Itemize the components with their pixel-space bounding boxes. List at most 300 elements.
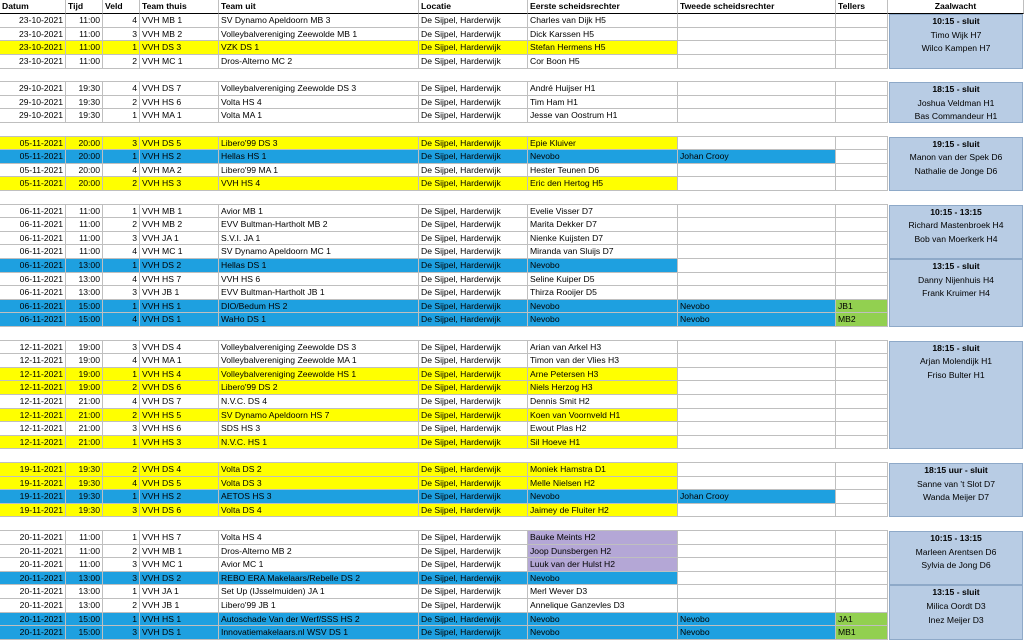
cell-tijd[interactable]: 15:00 xyxy=(66,613,103,627)
cell-veld[interactable]: 1 xyxy=(103,41,140,55)
cell-tijd[interactable]: 20:00 xyxy=(66,177,103,191)
cell-eerste-scheidsrechter[interactable]: Bauke Meints H2 xyxy=(528,531,678,545)
cell-locatie[interactable]: De Sijpel, Harderwijk xyxy=(419,273,528,287)
zaalwacht-block[interactable] xyxy=(889,585,1023,639)
cell-eerste-scheidsrechter[interactable]: Annelique Ganzevles D3 xyxy=(528,599,678,613)
cell-tijd[interactable]: 19:30 xyxy=(66,82,103,96)
cell-team-uit[interactable]: SDS HS 3 xyxy=(219,422,419,436)
cell-team-thuis[interactable]: VVH HS 1 xyxy=(140,300,219,314)
cell-locatie[interactable]: De Sijpel, Harderwijk xyxy=(419,232,528,246)
cell-team-uit[interactable]: Libero'99 DS 2 xyxy=(219,381,419,395)
cell-tellers[interactable] xyxy=(836,381,888,395)
cell-team-uit[interactable]: Volta DS 2 xyxy=(219,463,419,477)
cell-team-thuis[interactable]: VVH DS 4 xyxy=(140,341,219,355)
cell-team-uit[interactable]: Volta DS 4 xyxy=(219,504,419,518)
cell-locatie[interactable]: De Sijpel, Harderwijk xyxy=(419,572,528,586)
cell-tijd[interactable]: 11:00 xyxy=(66,218,103,232)
cell-veld[interactable]: 2 xyxy=(103,96,140,110)
cell-datum[interactable]: 05-11-2021 xyxy=(0,137,66,151)
cell-datum[interactable]: 23-10-2021 xyxy=(0,28,66,42)
cell-team-thuis[interactable]: VVH DS 6 xyxy=(140,504,219,518)
cell-datum[interactable]: 06-11-2021 xyxy=(0,218,66,232)
cell-tijd[interactable]: 11:00 xyxy=(66,41,103,55)
cell-team-thuis[interactable]: VVH DS 5 xyxy=(140,477,219,491)
cell-team-thuis[interactable]: VVH DS 7 xyxy=(140,82,219,96)
cell-tweede-scheidsrechter[interactable] xyxy=(678,177,836,191)
cell-team-uit[interactable]: Hellas HS 1 xyxy=(219,150,419,164)
cell-team-thuis[interactable]: VVH JB 1 xyxy=(140,286,219,300)
cell-team-uit[interactable]: EVV Bultman-Hartholt JB 1 xyxy=(219,286,419,300)
cell-tellers[interactable] xyxy=(836,504,888,518)
cell-locatie[interactable]: De Sijpel, Harderwijk xyxy=(419,422,528,436)
cell-veld[interactable]: 3 xyxy=(103,28,140,42)
cell-tellers[interactable] xyxy=(836,82,888,96)
cell-team-thuis[interactable]: VVH HS 2 xyxy=(140,490,219,504)
cell-tweede-scheidsrechter[interactable] xyxy=(678,286,836,300)
cell-datum[interactable]: 20-11-2021 xyxy=(0,558,66,572)
cell-team-thuis[interactable]: VVH MB 1 xyxy=(140,14,219,28)
cell-tweede-scheidsrechter[interactable] xyxy=(678,477,836,491)
cell-locatie[interactable]: De Sijpel, Harderwijk xyxy=(419,245,528,259)
cell-veld[interactable]: 2 xyxy=(103,599,140,613)
cell-tijd[interactable]: 20:00 xyxy=(66,150,103,164)
cell-eerste-scheidsrechter[interactable]: Koen van Voornveld H1 xyxy=(528,409,678,423)
cell-datum[interactable]: 29-10-2021 xyxy=(0,109,66,123)
cell-datum[interactable]: 20-11-2021 xyxy=(0,585,66,599)
cell-datum[interactable]: 05-11-2021 xyxy=(0,150,66,164)
zaalwacht-block[interactable] xyxy=(889,531,1023,585)
cell-locatie[interactable]: De Sijpel, Harderwijk xyxy=(419,259,528,273)
cell-datum[interactable]: 12-11-2021 xyxy=(0,409,66,423)
cell-locatie[interactable]: De Sijpel, Harderwijk xyxy=(419,137,528,151)
cell-veld[interactable]: 3 xyxy=(103,137,140,151)
cell-veld[interactable]: 4 xyxy=(103,82,140,96)
cell-datum[interactable]: 23-10-2021 xyxy=(0,14,66,28)
cell-locatie[interactable]: De Sijpel, Harderwijk xyxy=(419,558,528,572)
cell-tellers[interactable] xyxy=(836,463,888,477)
cell-team-uit[interactable]: Volleybalvereniging Zeewolde MA 1 xyxy=(219,354,419,368)
cell-locatie[interactable]: De Sijpel, Harderwijk xyxy=(419,286,528,300)
cell-tellers[interactable] xyxy=(836,205,888,219)
cell-datum[interactable]: 06-11-2021 xyxy=(0,245,66,259)
cell-team-uit[interactable]: Autoschade Van der Werf/SSS HS 2 xyxy=(219,613,419,627)
zaalwacht-block[interactable] xyxy=(889,137,1023,191)
cell-veld[interactable]: 1 xyxy=(103,436,140,450)
cell-eerste-scheidsrechter[interactable]: Thirza Rooijer D5 xyxy=(528,286,678,300)
cell-datum[interactable]: 19-11-2021 xyxy=(0,490,66,504)
cell-eerste-scheidsrechter[interactable]: Stefan Hermens H5 xyxy=(528,41,678,55)
cell-team-thuis[interactable]: VVH HS 2 xyxy=(140,150,219,164)
cell-team-uit[interactable]: VZK DS 1 xyxy=(219,41,419,55)
cell-tellers[interactable] xyxy=(836,585,888,599)
cell-eerste-scheidsrechter[interactable]: Melle Nielsen H2 xyxy=(528,477,678,491)
cell-team-uit[interactable]: Libero'99 MA 1 xyxy=(219,164,419,178)
cell-locatie[interactable]: De Sijpel, Harderwijk xyxy=(419,436,528,450)
cell-tweede-scheidsrechter[interactable] xyxy=(678,109,836,123)
cell-team-thuis[interactable]: VVH JB 1 xyxy=(140,599,219,613)
cell-tijd[interactable]: 11:00 xyxy=(66,531,103,545)
cell-tweede-scheidsrechter[interactable] xyxy=(678,422,836,436)
cell-tellers[interactable] xyxy=(836,28,888,42)
header-team-uit[interactable]: Team uit xyxy=(219,0,419,14)
cell-veld[interactable]: 4 xyxy=(103,395,140,409)
cell-tijd[interactable]: 11:00 xyxy=(66,558,103,572)
cell-team-uit[interactable]: Avior MB 1 xyxy=(219,205,419,219)
cell-team-thuis[interactable]: VVH DS 2 xyxy=(140,259,219,273)
cell-tweede-scheidsrechter[interactable]: Johan Crooy xyxy=(678,150,836,164)
cell-team-thuis[interactable]: VVH DS 3 xyxy=(140,41,219,55)
cell-tellers[interactable] xyxy=(836,137,888,151)
cell-tweede-scheidsrechter[interactable] xyxy=(678,395,836,409)
header-tellers[interactable]: Tellers xyxy=(836,0,888,14)
cell-team-uit[interactable]: VVH HS 6 xyxy=(219,273,419,287)
cell-tellers[interactable] xyxy=(836,232,888,246)
cell-tijd[interactable]: 13:00 xyxy=(66,572,103,586)
cell-datum[interactable]: 23-10-2021 xyxy=(0,55,66,69)
cell-locatie[interactable]: De Sijpel, Harderwijk xyxy=(419,150,528,164)
cell-locatie[interactable]: De Sijpel, Harderwijk xyxy=(419,477,528,491)
cell-team-uit[interactable]: Hellas DS 1 xyxy=(219,259,419,273)
cell-veld[interactable]: 3 xyxy=(103,572,140,586)
cell-tweede-scheidsrechter[interactable] xyxy=(678,55,836,69)
cell-eerste-scheidsrechter[interactable]: Cor Boon H5 xyxy=(528,55,678,69)
cell-eerste-scheidsrechter[interactable]: Eric den Hertog H5 xyxy=(528,177,678,191)
cell-team-uit[interactable]: Volta MA 1 xyxy=(219,109,419,123)
cell-veld[interactable]: 1 xyxy=(103,259,140,273)
cell-eerste-scheidsrechter[interactable]: Luuk van der Hulst H2 xyxy=(528,558,678,572)
cell-tellers[interactable] xyxy=(836,150,888,164)
cell-team-uit[interactable]: Volta DS 3 xyxy=(219,477,419,491)
cell-datum[interactable]: 12-11-2021 xyxy=(0,422,66,436)
cell-locatie[interactable]: De Sijpel, Harderwijk xyxy=(419,545,528,559)
cell-team-thuis[interactable]: VVH DS 5 xyxy=(140,137,219,151)
header-eerste-scheidsrechter[interactable]: Eerste scheidsrechter xyxy=(528,0,678,14)
cell-datum[interactable]: 20-11-2021 xyxy=(0,626,66,640)
cell-veld[interactable]: 2 xyxy=(103,177,140,191)
cell-team-thuis[interactable]: VVH MA 1 xyxy=(140,354,219,368)
cell-veld[interactable]: 1 xyxy=(103,613,140,627)
cell-veld[interactable]: 1 xyxy=(103,109,140,123)
cell-tijd[interactable]: 11:00 xyxy=(66,205,103,219)
cell-veld[interactable]: 2 xyxy=(103,381,140,395)
cell-veld[interactable]: 1 xyxy=(103,300,140,314)
cell-team-uit[interactable]: Volleybalvereniging Zeewolde MB 1 xyxy=(219,28,419,42)
cell-tellers[interactable] xyxy=(836,354,888,368)
cell-tijd[interactable]: 19:30 xyxy=(66,109,103,123)
cell-eerste-scheidsrechter[interactable]: Nevobo xyxy=(528,259,678,273)
cell-tellers[interactable] xyxy=(836,177,888,191)
header-datum[interactable]: Datum xyxy=(0,0,66,14)
zaalwacht-block[interactable] xyxy=(889,82,1023,123)
cell-veld[interactable]: 4 xyxy=(103,273,140,287)
cell-team-thuis[interactable]: VVH MA 1 xyxy=(140,109,219,123)
cell-locatie[interactable]: De Sijpel, Harderwijk xyxy=(419,504,528,518)
cell-tweede-scheidsrechter[interactable] xyxy=(678,381,836,395)
cell-tweede-scheidsrechter[interactable] xyxy=(678,218,836,232)
cell-tijd[interactable]: 21:00 xyxy=(66,422,103,436)
cell-veld[interactable]: 2 xyxy=(103,55,140,69)
cell-eerste-scheidsrechter[interactable]: Arian van Arkel H3 xyxy=(528,341,678,355)
cell-tellers[interactable]: JB1 xyxy=(836,300,888,314)
cell-datum[interactable]: 19-11-2021 xyxy=(0,477,66,491)
cell-eerste-scheidsrechter[interactable]: Evelie Visser D7 xyxy=(528,205,678,219)
header-veld[interactable]: Veld xyxy=(103,0,140,14)
cell-team-thuis[interactable]: VVH HS 4 xyxy=(140,368,219,382)
cell-tweede-scheidsrechter[interactable] xyxy=(678,585,836,599)
cell-tellers[interactable] xyxy=(836,477,888,491)
cell-veld[interactable]: 1 xyxy=(103,531,140,545)
cell-tweede-scheidsrechter[interactable] xyxy=(678,14,836,28)
cell-datum[interactable]: 06-11-2021 xyxy=(0,259,66,273)
cell-team-uit[interactable]: DIO/Bedum HS 2 xyxy=(219,300,419,314)
cell-team-uit[interactable]: SV Dynamo Apeldoorn MB 3 xyxy=(219,14,419,28)
cell-tweede-scheidsrechter[interactable] xyxy=(678,354,836,368)
cell-team-thuis[interactable]: VVH HS 5 xyxy=(140,409,219,423)
cell-tweede-scheidsrechter[interactable] xyxy=(678,245,836,259)
cell-datum[interactable]: 29-10-2021 xyxy=(0,96,66,110)
header-locatie[interactable]: Locatie xyxy=(419,0,528,14)
cell-veld[interactable]: 4 xyxy=(103,245,140,259)
cell-datum[interactable]: 19-11-2021 xyxy=(0,463,66,477)
cell-tijd[interactable]: 11:00 xyxy=(66,232,103,246)
cell-tijd[interactable]: 15:00 xyxy=(66,300,103,314)
cell-tweede-scheidsrechter[interactable] xyxy=(678,599,836,613)
cell-eerste-scheidsrechter[interactable]: Moniek Hamstra D1 xyxy=(528,463,678,477)
cell-locatie[interactable]: De Sijpel, Harderwijk xyxy=(419,55,528,69)
cell-tijd[interactable]: 19:30 xyxy=(66,463,103,477)
cell-team-uit[interactable]: Set Up (IJsselmuiden) JA 1 xyxy=(219,585,419,599)
cell-team-thuis[interactable]: VVH MC 1 xyxy=(140,558,219,572)
cell-tijd[interactable]: 11:00 xyxy=(66,28,103,42)
cell-tijd[interactable]: 13:00 xyxy=(66,259,103,273)
cell-tijd[interactable]: 21:00 xyxy=(66,409,103,423)
cell-tweede-scheidsrechter[interactable]: Nevobo xyxy=(678,626,836,640)
cell-tellers[interactable] xyxy=(836,545,888,559)
cell-tellers[interactable] xyxy=(836,245,888,259)
cell-tellers[interactable] xyxy=(836,558,888,572)
cell-tweede-scheidsrechter[interactable] xyxy=(678,232,836,246)
cell-team-uit[interactable]: Volleybalvereniging Zeewolde HS 1 xyxy=(219,368,419,382)
cell-eerste-scheidsrechter[interactable]: Nevobo xyxy=(528,572,678,586)
cell-team-thuis[interactable]: VVH HS 6 xyxy=(140,422,219,436)
cell-team-thuis[interactable]: VVH HS 7 xyxy=(140,531,219,545)
cell-tellers[interactable]: JA1 xyxy=(836,613,888,627)
cell-tweede-scheidsrechter[interactable] xyxy=(678,572,836,586)
cell-locatie[interactable]: De Sijpel, Harderwijk xyxy=(419,109,528,123)
cell-tweede-scheidsrechter[interactable] xyxy=(678,409,836,423)
cell-locatie[interactable]: De Sijpel, Harderwijk xyxy=(419,82,528,96)
cell-team-uit[interactable]: S.V.I. JA 1 xyxy=(219,232,419,246)
cell-locatie[interactable]: De Sijpel, Harderwijk xyxy=(419,395,528,409)
cell-locatie[interactable]: De Sijpel, Harderwijk xyxy=(419,585,528,599)
cell-tellers[interactable] xyxy=(836,422,888,436)
cell-locatie[interactable]: De Sijpel, Harderwijk xyxy=(419,177,528,191)
cell-eerste-scheidsrechter[interactable]: Marita Dekker D7 xyxy=(528,218,678,232)
cell-locatie[interactable]: De Sijpel, Harderwijk xyxy=(419,531,528,545)
cell-datum[interactable]: 19-11-2021 xyxy=(0,504,66,518)
cell-veld[interactable]: 3 xyxy=(103,232,140,246)
cell-datum[interactable]: 06-11-2021 xyxy=(0,286,66,300)
cell-team-uit[interactable]: Dros-Alterno MB 2 xyxy=(219,545,419,559)
cell-tellers[interactable] xyxy=(836,96,888,110)
cell-locatie[interactable]: De Sijpel, Harderwijk xyxy=(419,41,528,55)
zaalwacht-block[interactable] xyxy=(889,259,1023,327)
cell-veld[interactable]: 1 xyxy=(103,585,140,599)
cell-team-uit[interactable]: REBO ERA Makelaars/Rebelle DS 2 xyxy=(219,572,419,586)
cell-team-uit[interactable]: Volta HS 4 xyxy=(219,531,419,545)
cell-tijd[interactable]: 19:00 xyxy=(66,354,103,368)
cell-tellers[interactable]: MB2 xyxy=(836,313,888,327)
cell-team-thuis[interactable]: VVH DS 1 xyxy=(140,626,219,640)
cell-tweede-scheidsrechter[interactable] xyxy=(678,96,836,110)
cell-team-thuis[interactable]: VVH HS 1 xyxy=(140,613,219,627)
cell-eerste-scheidsrechter[interactable]: Nevobo xyxy=(528,626,678,640)
cell-team-thuis[interactable]: VVH MC 1 xyxy=(140,245,219,259)
cell-locatie[interactable]: De Sijpel, Harderwijk xyxy=(419,341,528,355)
cell-datum[interactable]: 06-11-2021 xyxy=(0,232,66,246)
cell-team-thuis[interactable]: VVH HS 6 xyxy=(140,96,219,110)
cell-tweede-scheidsrechter[interactable]: Nevobo xyxy=(678,613,836,627)
cell-team-thuis[interactable]: VVH MB 1 xyxy=(140,205,219,219)
cell-eerste-scheidsrechter[interactable]: Joop Dunsbergen H2 xyxy=(528,545,678,559)
cell-locatie[interactable]: De Sijpel, Harderwijk xyxy=(419,354,528,368)
cell-tijd[interactable]: 19:30 xyxy=(66,490,103,504)
cell-tellers[interactable] xyxy=(836,41,888,55)
cell-eerste-scheidsrechter[interactable]: Epie Kluiver xyxy=(528,137,678,151)
cell-veld[interactable]: 3 xyxy=(103,286,140,300)
cell-locatie[interactable]: De Sijpel, Harderwijk xyxy=(419,300,528,314)
cell-veld[interactable]: 4 xyxy=(103,14,140,28)
cell-team-thuis[interactable]: VVH HS 3 xyxy=(140,436,219,450)
cell-tijd[interactable]: 13:00 xyxy=(66,599,103,613)
cell-tweede-scheidsrechter[interactable] xyxy=(678,259,836,273)
header-zaalwacht[interactable]: Zaalwacht xyxy=(888,0,1024,14)
cell-datum[interactable]: 23-10-2021 xyxy=(0,41,66,55)
cell-team-thuis[interactable]: VVH HS 7 xyxy=(140,273,219,287)
cell-veld[interactable]: 2 xyxy=(103,545,140,559)
cell-tijd[interactable]: 21:00 xyxy=(66,436,103,450)
cell-locatie[interactable]: De Sijpel, Harderwijk xyxy=(419,626,528,640)
cell-datum[interactable]: 20-11-2021 xyxy=(0,531,66,545)
cell-veld[interactable]: 4 xyxy=(103,354,140,368)
cell-team-thuis[interactable]: VVH JA 1 xyxy=(140,585,219,599)
cell-team-uit[interactable]: Libero'99 JB 1 xyxy=(219,599,419,613)
cell-eerste-scheidsrechter[interactable]: Jesse van Oostrum H1 xyxy=(528,109,678,123)
cell-tweede-scheidsrechter[interactable]: Johan Crooy xyxy=(678,490,836,504)
cell-tijd[interactable]: 13:00 xyxy=(66,585,103,599)
zaalwacht-block[interactable] xyxy=(889,14,1023,68)
cell-datum[interactable]: 12-11-2021 xyxy=(0,354,66,368)
cell-locatie[interactable]: De Sijpel, Harderwijk xyxy=(419,313,528,327)
cell-tweede-scheidsrechter[interactable] xyxy=(678,368,836,382)
cell-tijd[interactable]: 13:00 xyxy=(66,286,103,300)
cell-veld[interactable]: 4 xyxy=(103,477,140,491)
cell-team-thuis[interactable]: VVH DS 1 xyxy=(140,313,219,327)
cell-tijd[interactable]: 11:00 xyxy=(66,545,103,559)
cell-tellers[interactable] xyxy=(836,531,888,545)
cell-tweede-scheidsrechter[interactable] xyxy=(678,205,836,219)
cell-tijd[interactable]: 11:00 xyxy=(66,14,103,28)
cell-veld[interactable]: 1 xyxy=(103,490,140,504)
cell-tijd[interactable]: 19:30 xyxy=(66,96,103,110)
cell-tweede-scheidsrechter[interactable] xyxy=(678,463,836,477)
cell-team-thuis[interactable]: VVH MB 2 xyxy=(140,218,219,232)
cell-team-thuis[interactable]: VVH HS 3 xyxy=(140,177,219,191)
cell-eerste-scheidsrechter[interactable]: Tim Ham H1 xyxy=(528,96,678,110)
cell-datum[interactable]: 20-11-2021 xyxy=(0,599,66,613)
cell-tijd[interactable]: 19:00 xyxy=(66,341,103,355)
cell-tweede-scheidsrechter[interactable] xyxy=(678,41,836,55)
cell-locatie[interactable]: De Sijpel, Harderwijk xyxy=(419,164,528,178)
cell-eerste-scheidsrechter[interactable]: Nevobo xyxy=(528,313,678,327)
cell-tijd[interactable]: 20:00 xyxy=(66,137,103,151)
cell-veld[interactable]: 3 xyxy=(103,341,140,355)
header-tijd[interactable]: Tijd xyxy=(66,0,103,14)
cell-team-uit[interactable]: Avior MC 1 xyxy=(219,558,419,572)
cell-team-uit[interactable]: N.V.C. HS 1 xyxy=(219,436,419,450)
cell-team-uit[interactable]: Libero'99 DS 3 xyxy=(219,137,419,151)
cell-eerste-scheidsrechter[interactable]: Hester Teunen D6 xyxy=(528,164,678,178)
cell-tellers[interactable] xyxy=(836,409,888,423)
cell-tellers[interactable] xyxy=(836,395,888,409)
cell-tweede-scheidsrechter[interactable] xyxy=(678,531,836,545)
cell-eerste-scheidsrechter[interactable]: Nevobo xyxy=(528,613,678,627)
cell-tweede-scheidsrechter[interactable] xyxy=(678,273,836,287)
cell-veld[interactable]: 2 xyxy=(103,218,140,232)
cell-tellers[interactable] xyxy=(836,218,888,232)
cell-datum[interactable]: 20-11-2021 xyxy=(0,613,66,627)
cell-tellers[interactable] xyxy=(836,368,888,382)
cell-tellers[interactable] xyxy=(836,286,888,300)
cell-team-uit[interactable]: VVH HS 4 xyxy=(219,177,419,191)
cell-team-thuis[interactable]: VVH DS 2 xyxy=(140,572,219,586)
cell-tellers[interactable] xyxy=(836,273,888,287)
cell-team-thuis[interactable]: VVH DS 7 xyxy=(140,395,219,409)
cell-eerste-scheidsrechter[interactable]: Nevobo xyxy=(528,150,678,164)
cell-veld[interactable]: 3 xyxy=(103,422,140,436)
cell-tellers[interactable] xyxy=(836,490,888,504)
cell-eerste-scheidsrechter[interactable]: Niels Herzog H3 xyxy=(528,381,678,395)
cell-eerste-scheidsrechter[interactable]: Sil Hoeve H1 xyxy=(528,436,678,450)
cell-locatie[interactable]: De Sijpel, Harderwijk xyxy=(419,381,528,395)
cell-locatie[interactable]: De Sijpel, Harderwijk xyxy=(419,613,528,627)
cell-locatie[interactable]: De Sijpel, Harderwijk xyxy=(419,409,528,423)
cell-eerste-scheidsrechter[interactable]: Dick Karssen H5 xyxy=(528,28,678,42)
cell-veld[interactable]: 1 xyxy=(103,150,140,164)
cell-tijd[interactable]: 15:00 xyxy=(66,313,103,327)
cell-veld[interactable]: 4 xyxy=(103,164,140,178)
cell-eerste-scheidsrechter[interactable]: Nevobo xyxy=(528,490,678,504)
cell-team-uit[interactable]: EVV Bultman-Hartholt MB 2 xyxy=(219,218,419,232)
cell-datum[interactable]: 12-11-2021 xyxy=(0,395,66,409)
cell-team-uit[interactable]: Volta HS 4 xyxy=(219,96,419,110)
cell-team-thuis[interactable]: VVH MA 2 xyxy=(140,164,219,178)
cell-tweede-scheidsrechter[interactable]: Nevobo xyxy=(678,300,836,314)
cell-eerste-scheidsrechter[interactable]: Dennis Smit H2 xyxy=(528,395,678,409)
cell-locatie[interactable]: De Sijpel, Harderwijk xyxy=(419,205,528,219)
cell-locatie[interactable]: De Sijpel, Harderwijk xyxy=(419,599,528,613)
cell-team-thuis[interactable]: VVH JA 1 xyxy=(140,232,219,246)
cell-eerste-scheidsrechter[interactable]: Jaimey de Fluiter H2 xyxy=(528,504,678,518)
cell-team-thuis[interactable]: VVH MB 1 xyxy=(140,545,219,559)
cell-eerste-scheidsrechter[interactable]: Ewout Plas H2 xyxy=(528,422,678,436)
cell-team-uit[interactable]: SV Dynamo Apeldoorn MC 1 xyxy=(219,245,419,259)
cell-tellers[interactable]: MB1 xyxy=(836,626,888,640)
header-tweede-scheidsrechter[interactable]: Tweede scheidsrechter xyxy=(678,0,836,14)
cell-tijd[interactable]: 20:00 xyxy=(66,164,103,178)
cell-tellers[interactable] xyxy=(836,572,888,586)
cell-datum[interactable]: 06-11-2021 xyxy=(0,313,66,327)
